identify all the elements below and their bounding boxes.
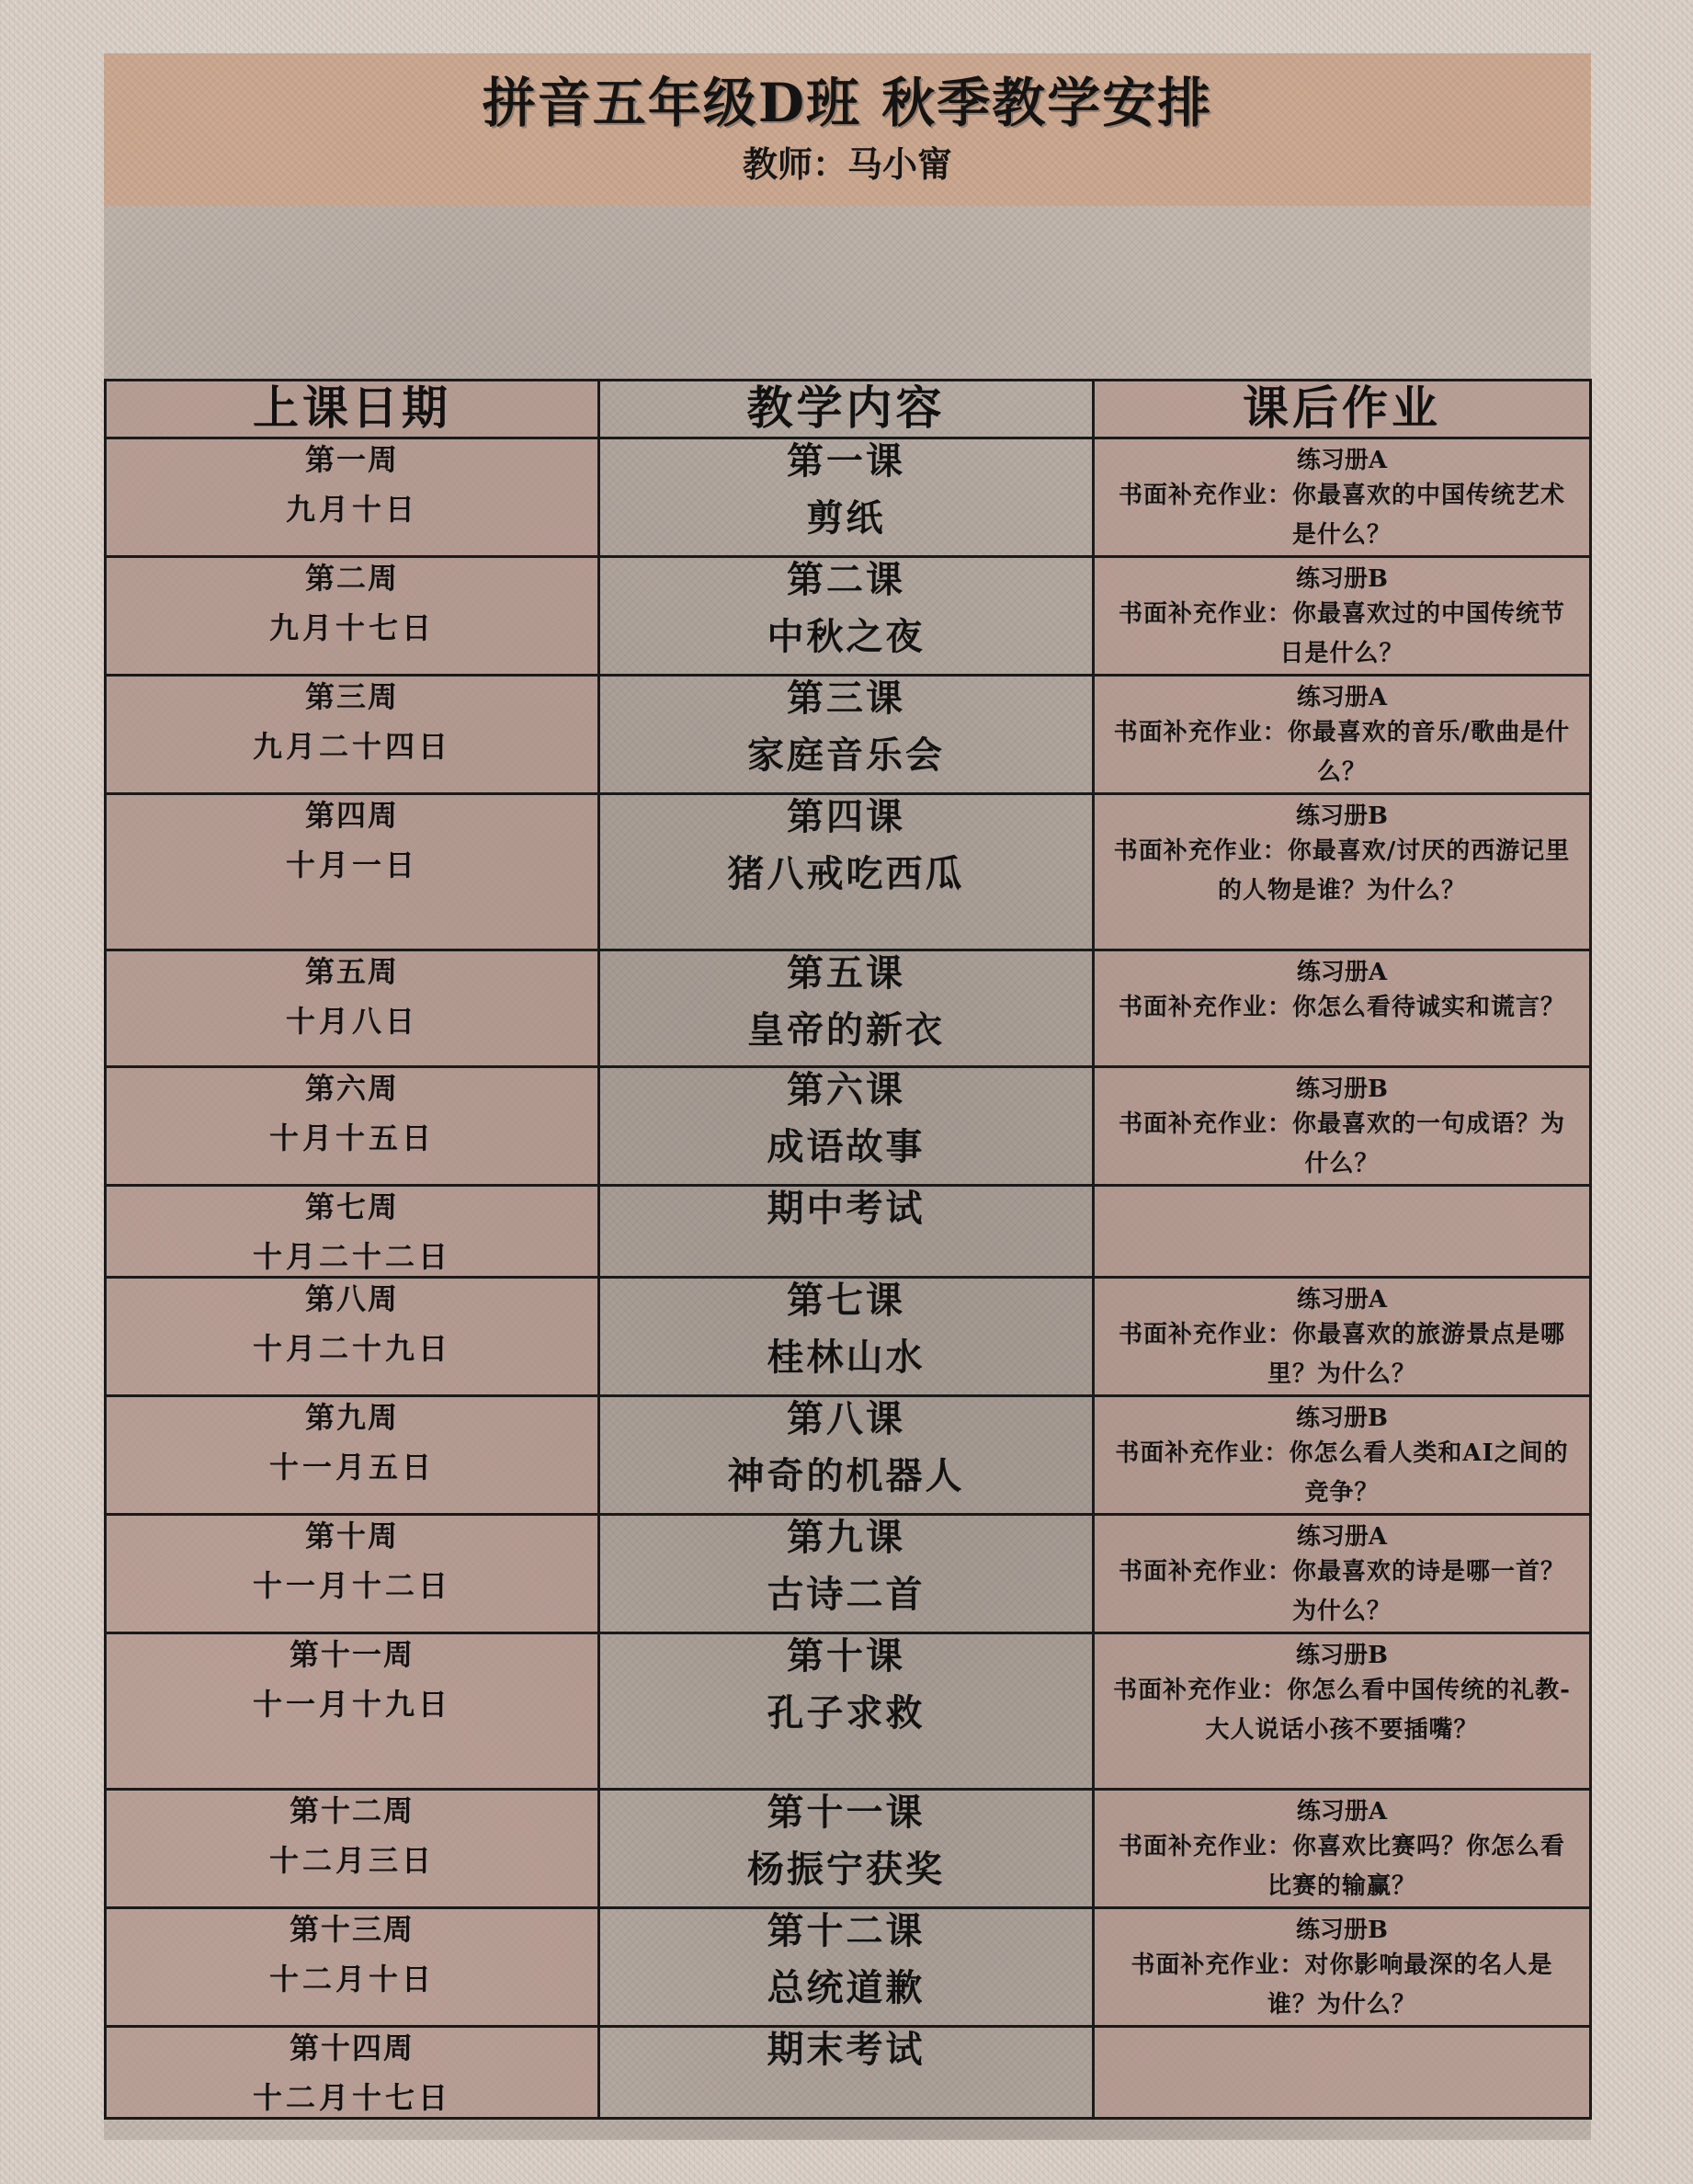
topic-label: 成语故事 xyxy=(767,1125,926,1168)
date-cell xyxy=(106,1515,599,1633)
title-banner xyxy=(104,53,1591,206)
content-cell xyxy=(599,557,1094,676)
lesson-label: 第九课 xyxy=(787,1516,905,1559)
table-row xyxy=(106,438,1591,557)
content-cell xyxy=(599,1908,1094,2027)
week-label: 第三周 xyxy=(304,679,399,714)
date-cell xyxy=(106,1396,599,1515)
content-cell xyxy=(599,1633,1094,1790)
workbook-label: 练习册B xyxy=(1296,1075,1388,1103)
date-label: 十月八日 xyxy=(285,1004,418,1039)
lesson-label: 第二课 xyxy=(787,558,905,601)
week-label: 第八周 xyxy=(304,1281,399,1316)
content-cell xyxy=(599,2027,1094,2119)
date-label: 十月二十九日 xyxy=(252,1331,451,1366)
extra-homework-text: 书面补充作业：你喜欢比赛吗？你怎么看比赛的输赢？ xyxy=(1118,1833,1565,1900)
homework-cell xyxy=(1094,1067,1591,1186)
date-cell xyxy=(106,557,599,676)
homework-cell xyxy=(1094,950,1591,1067)
week-label: 第十二周 xyxy=(289,1793,415,1828)
homework-cell xyxy=(1094,676,1591,794)
column-header-content: 教学内容 xyxy=(599,381,1094,438)
content-cell xyxy=(599,1278,1094,1396)
date-cell xyxy=(106,1790,599,1908)
schedule-table xyxy=(104,379,1592,2120)
date-label: 九月十七日 xyxy=(268,610,435,645)
date-label: 十二月三日 xyxy=(268,1843,435,1878)
week-label: 第六周 xyxy=(304,1071,399,1106)
table-row xyxy=(106,794,1591,950)
date-label: 九月二十四日 xyxy=(252,729,451,764)
content-cell xyxy=(599,794,1094,950)
lesson-label: 第三课 xyxy=(787,677,905,720)
homework-cell xyxy=(1094,1186,1591,1278)
week-label: 第七周 xyxy=(304,1189,399,1224)
extra-homework-text: 书面补充作业：你怎么看中国传统的礼教-大人说话小孩不要插嘴？ xyxy=(1113,1677,1571,1744)
homework-cell xyxy=(1094,2027,1591,2119)
workbook-label: 练习册A xyxy=(1296,959,1388,986)
schedule-body xyxy=(106,438,1591,2119)
date-label: 十二月十日 xyxy=(268,1962,435,1996)
table-row xyxy=(106,1515,1591,1633)
homework-cell xyxy=(1094,1790,1591,1908)
content-cell xyxy=(599,676,1094,794)
topic-label: 剪纸 xyxy=(806,496,886,540)
extra-homework-text: 书面补充作业：对你影响最深的名人是谁？为什么？ xyxy=(1131,1951,1553,2019)
week-label: 第十周 xyxy=(304,1519,399,1553)
homework-cell xyxy=(1094,557,1591,676)
homework-cell xyxy=(1094,1278,1591,1396)
table-header-row xyxy=(106,381,1591,438)
content-cell xyxy=(599,1396,1094,1515)
week-label: 第二周 xyxy=(304,561,399,596)
workbook-label: 练习册A xyxy=(1296,684,1388,711)
topic-label: 皇帝的新衣 xyxy=(747,1008,945,1052)
lesson-label: 期中考试 xyxy=(767,1187,926,1230)
extra-homework-text: 书面补充作业：你最喜欢的诗是哪一首？为什么？ xyxy=(1118,1558,1565,1625)
table-row xyxy=(106,1067,1591,1186)
lesson-label: 第六课 xyxy=(787,1068,905,1111)
table-row xyxy=(106,2027,1591,2119)
table-row xyxy=(106,1186,1591,1278)
lesson-label: 第八课 xyxy=(787,1397,905,1440)
teacher-name: 教师：马小甯 xyxy=(742,143,952,185)
workbook-label: 练习册B xyxy=(1296,802,1388,830)
table-row xyxy=(106,1633,1591,1790)
extra-homework-text: 书面补充作业：你怎么看待诚实和谎言？ xyxy=(1118,994,1565,1021)
topic-label: 杨振宁获奖 xyxy=(747,1848,945,1891)
week-label: 第一周 xyxy=(304,442,399,477)
workbook-label: 练习册A xyxy=(1296,1523,1388,1551)
date-cell xyxy=(106,1278,599,1396)
workbook-label: 练习册A xyxy=(1296,1798,1388,1826)
lesson-label: 第七课 xyxy=(787,1279,905,1322)
column-header-homework: 课后作业 xyxy=(1094,381,1591,438)
lesson-label: 第十二课 xyxy=(767,1909,926,1952)
date-cell xyxy=(106,676,599,794)
extra-homework-text: 书面补充作业：你最喜欢/讨厌的西游记里的人物是谁？为什么？ xyxy=(1113,837,1571,904)
date-label: 九月十日 xyxy=(285,492,418,527)
workbook-label: 练习册A xyxy=(1296,1286,1388,1314)
table-row xyxy=(106,950,1591,1067)
page-title: 拼音五年级D班 秋季教学安排 xyxy=(482,72,1213,134)
workbook-label: 练习册A xyxy=(1296,447,1388,474)
week-label: 第四周 xyxy=(304,798,399,833)
lesson-label: 第五课 xyxy=(787,951,905,995)
date-cell xyxy=(106,794,599,950)
date-cell xyxy=(106,438,599,557)
week-label: 第十四周 xyxy=(289,2030,415,2065)
date-cell xyxy=(106,1908,599,2027)
extra-homework-text: 书面补充作业：你最喜欢的一句成语？为什么？ xyxy=(1118,1110,1565,1177)
homework-cell xyxy=(1094,794,1591,950)
content-cell xyxy=(599,1790,1094,1908)
topic-label: 总统道歉 xyxy=(767,1966,926,2009)
table-row xyxy=(106,1908,1591,2027)
extra-homework-text: 书面补充作业：你最喜欢的中国传统艺术是什么？ xyxy=(1118,482,1565,549)
table-row xyxy=(106,676,1591,794)
date-label: 十一月五日 xyxy=(268,1450,435,1484)
date-cell xyxy=(106,1633,599,1790)
table-row xyxy=(106,1278,1591,1396)
topic-label: 孔子求救 xyxy=(767,1691,926,1735)
lesson-label: 第十课 xyxy=(787,1634,905,1678)
week-label: 第五周 xyxy=(304,954,399,989)
extra-homework-text: 书面补充作业：你怎么看人类和AI之间的竞争？ xyxy=(1115,1439,1569,1507)
homework-cell xyxy=(1094,438,1591,557)
date-cell xyxy=(106,1067,599,1186)
content-cell xyxy=(599,438,1094,557)
topic-label: 猪八戒吃西瓜 xyxy=(727,852,965,895)
topic-label: 神奇的机器人 xyxy=(727,1454,965,1497)
homework-cell xyxy=(1094,1908,1591,2027)
lesson-label: 第十一课 xyxy=(767,1791,926,1834)
homework-cell xyxy=(1094,1515,1591,1633)
lesson-label: 期末考试 xyxy=(767,2028,926,2071)
date-label: 十一月十二日 xyxy=(252,1568,451,1603)
content-cell xyxy=(599,1067,1094,1186)
lesson-label: 第一课 xyxy=(787,439,905,483)
topic-label: 中秋之夜 xyxy=(767,615,926,658)
column-header-date: 上课日期 xyxy=(106,381,599,438)
workbook-label: 练习册B xyxy=(1296,1917,1388,1944)
date-label: 十二月十七日 xyxy=(252,2080,451,2115)
workbook-label: 练习册B xyxy=(1296,565,1388,593)
content-cell xyxy=(599,950,1094,1067)
week-label: 第九周 xyxy=(304,1400,399,1435)
table-row xyxy=(106,1790,1591,1908)
date-label: 十一月十九日 xyxy=(252,1687,451,1722)
topic-label: 桂林山水 xyxy=(767,1336,926,1379)
week-label: 第十一周 xyxy=(289,1637,415,1672)
date-cell xyxy=(106,2027,599,2119)
topic-label: 家庭音乐会 xyxy=(747,734,945,777)
table-row xyxy=(106,1396,1591,1515)
table-row xyxy=(106,557,1591,676)
content-cell xyxy=(599,1186,1094,1278)
homework-cell xyxy=(1094,1396,1591,1515)
date-label: 十月二十二日 xyxy=(252,1239,451,1274)
workbook-label: 练习册B xyxy=(1296,1405,1388,1432)
homework-cell xyxy=(1094,1633,1591,1790)
date-label: 十月一日 xyxy=(285,847,418,882)
week-label: 第十三周 xyxy=(289,1912,415,1947)
date-cell xyxy=(106,950,599,1067)
lesson-label: 第四课 xyxy=(787,795,905,838)
topic-label: 古诗二首 xyxy=(767,1573,926,1616)
workbook-label: 练习册B xyxy=(1296,1642,1388,1669)
date-cell xyxy=(106,1186,599,1278)
content-cell xyxy=(599,1515,1094,1633)
extra-homework-text: 书面补充作业：你最喜欢的旅游景点是哪里？为什么？ xyxy=(1118,1321,1565,1388)
extra-homework-text: 书面补充作业：你最喜欢过的中国传统节日是什么？ xyxy=(1118,600,1565,667)
date-label: 十月十五日 xyxy=(268,1120,435,1155)
extra-homework-text: 书面补充作业：你最喜欢的音乐/歌曲是什么？ xyxy=(1113,719,1571,786)
